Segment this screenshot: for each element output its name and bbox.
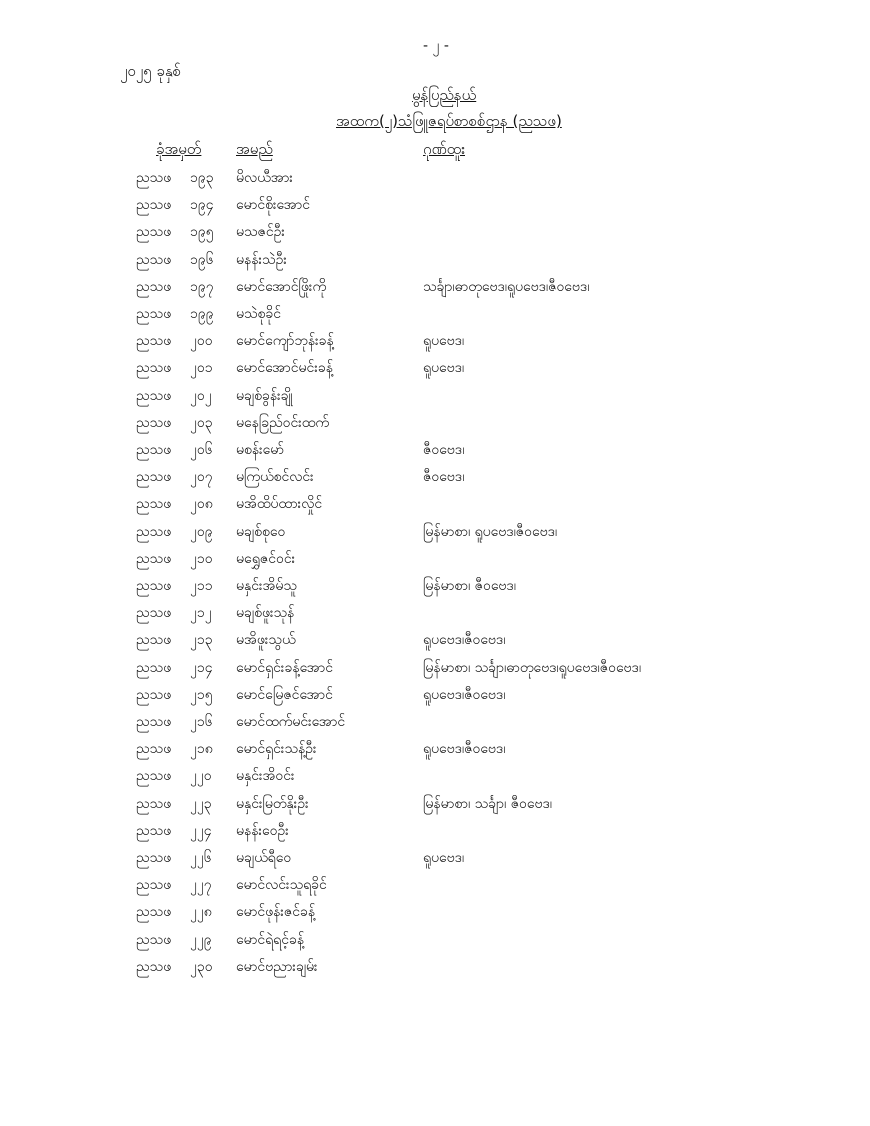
- roll-prefix: ညသဖ: [136, 931, 172, 948]
- distinction-subjects: ရူပဗေဒ၊ဇီဝဗေဒ၊: [423, 632, 506, 649]
- roll-number: ၂၀၈: [190, 496, 213, 513]
- roll-number: ၂၀၇: [190, 469, 213, 486]
- student-name: မရွှေဇင်ဝင်း: [236, 550, 296, 567]
- student-name: မချစ်ဖူးသုန်: [236, 605, 295, 622]
- roll-number: ၂၁၃: [190, 632, 213, 649]
- roll-number: ၂၁၈: [190, 741, 213, 758]
- table-row: [0, 277, 870, 299]
- table-row: [0, 358, 870, 380]
- table-row: [0, 794, 870, 816]
- roll-number: ၁၉၃: [190, 170, 214, 186]
- student-name: မကြယ်စင်လင်း: [236, 469, 314, 486]
- roll-prefix: ညသဖ: [136, 496, 172, 513]
- table-row: [0, 848, 870, 870]
- roll-prefix: ညသဖ: [136, 822, 172, 839]
- table-row: [0, 440, 870, 462]
- student-name: မနန်းဝေဦး: [236, 822, 289, 839]
- table-row: [0, 304, 870, 326]
- roll-prefix: ညသဖ: [136, 958, 172, 975]
- table-row: [0, 549, 870, 571]
- roll-number: ၂၁၆: [190, 714, 213, 730]
- exam-year: ၂၀၂၅ ခုနှစ်: [120, 62, 182, 80]
- roll-prefix: ညသဖ: [136, 224, 172, 241]
- roll-number: ၁၉၆: [190, 251, 214, 268]
- table-row: [0, 576, 870, 598]
- roll-number: ၁၉၇: [190, 278, 214, 295]
- student-name: မနှင်းအိဝင်း: [236, 768, 295, 785]
- student-name: မောင်ကျော်ဘုန်းခန့်: [236, 333, 334, 350]
- student-name: မောင်လင်းသူရခိုင်: [236, 877, 327, 894]
- student-name: မောင်ရှင်းသန့်ဦး: [236, 741, 317, 758]
- table-row: [0, 658, 870, 680]
- student-name: မသဇင်ဦး: [236, 224, 285, 241]
- roll-number: ၂၁၀: [190, 550, 213, 567]
- distinction-subjects: မြန်မာစာ၊ ဇီဝဗေဒ၊: [423, 578, 516, 594]
- student-name: မောင်ရဲရင့်ခန့်: [236, 931, 305, 948]
- roll-number: ၂၂၉: [190, 931, 212, 948]
- table-row: [0, 603, 870, 625]
- student-name: မနန်းသဲဦး: [236, 251, 287, 268]
- roll-number: ၂၀၂: [190, 387, 212, 404]
- student-name: မောင်အောင်မင်းခန့်: [236, 360, 333, 377]
- distinction-subjects: မြန်မာစာ၊ ရူပဗေဒ၊ဇီဝဗေဒ၊: [423, 523, 558, 540]
- roll-prefix: ညသဖ: [136, 850, 172, 866]
- roll-prefix: ညသဖ: [136, 469, 172, 486]
- roll-prefix: ညသဖ: [136, 387, 172, 404]
- roll-prefix: ညသဖ: [136, 306, 172, 322]
- table-row: [0, 739, 870, 761]
- student-name: မနှင်းအိမ်သူ: [236, 578, 297, 594]
- roll-prefix: ညသဖ: [136, 170, 172, 186]
- distinction-subjects: ရူပဗေဒ၊: [423, 360, 465, 377]
- student-name: မောင်ရှင်းခန့်အောင်: [236, 659, 334, 676]
- column-header-roll-no: ခုံအမှတ်: [156, 140, 202, 158]
- roll-number: ၂၂၆: [190, 850, 212, 866]
- student-name: မောင်ထက်မင်းအောင်: [236, 714, 346, 730]
- student-name: မနေခြည်ဝင်းထက်: [236, 414, 330, 431]
- roll-number: ၂၂၃: [190, 795, 212, 812]
- roll-prefix: ညသဖ: [136, 632, 172, 649]
- roll-prefix: ညသဖ: [136, 686, 172, 703]
- table-row: [0, 331, 870, 353]
- student-name: မချစ်ခွန်းချို: [236, 387, 293, 404]
- roll-prefix: ညသဖ: [136, 197, 172, 214]
- roll-prefix: ညသဖ: [136, 741, 172, 758]
- distinction-subjects: ရူပဗေဒ၊ဇီဝဗေဒ၊: [423, 686, 506, 703]
- student-name: မသဲစုခိုင်: [236, 306, 282, 322]
- table-row: [0, 630, 870, 652]
- table-row: [0, 195, 870, 217]
- roll-prefix: ညသဖ: [136, 333, 172, 350]
- roll-prefix: ညသဖ: [136, 578, 172, 594]
- table-row: [0, 250, 870, 272]
- student-name: မောင်အောင်ဖြိုးကို: [236, 278, 327, 295]
- student-name: မချယ်ရီဝေ: [236, 850, 292, 866]
- table-row: [0, 957, 870, 979]
- roll-number: ၁၉၄: [190, 197, 214, 214]
- roll-number: ၂၂၈: [190, 904, 212, 921]
- roll-number: ၂၀၆: [190, 442, 213, 458]
- table-row: [0, 522, 870, 544]
- roll-prefix: ညသဖ: [136, 659, 172, 676]
- roll-prefix: ညသဖ: [136, 605, 172, 622]
- student-name: မိလယီအား: [236, 170, 293, 186]
- roll-number: ၂၂၇: [190, 877, 212, 894]
- student-name: မောင်မြေဇင်အောင်: [236, 686, 333, 703]
- distinction-subjects: မြန်မာစာ၊ သင်္ချာ၊ဓာတုဗေဒ၊ရူပဗေဒ၊ဇီဝဗေဒ၊: [423, 659, 642, 676]
- distinction-subjects: ဇီဝဗေဒ၊: [423, 442, 465, 458]
- distinction-subjects: မြန်မာစာ၊ သင်္ချာ၊ ဇီဝဗေဒ၊: [423, 795, 552, 812]
- roll-number: ၂၃၀: [190, 958, 213, 975]
- column-header-name: အမည်: [236, 140, 273, 158]
- roll-number: ၂၁၁: [190, 578, 213, 594]
- roll-prefix: ညသဖ: [136, 550, 172, 567]
- roll-number: ၂၀၀: [190, 333, 213, 350]
- roll-number: ၁၉၅: [190, 224, 214, 241]
- table-row: [0, 222, 870, 244]
- table-row: [0, 712, 870, 734]
- distinction-subjects: ရူပဗေဒ၊: [423, 850, 465, 866]
- roll-prefix: ညသဖ: [136, 360, 172, 377]
- roll-number: ၂၂၀: [190, 768, 212, 785]
- roll-number: ၂၀၃: [190, 414, 213, 431]
- table-row: [0, 766, 870, 788]
- table-row: [0, 168, 870, 190]
- table-row: [0, 494, 870, 516]
- roll-prefix: ညသဖ: [136, 278, 172, 295]
- roll-number: ၂၁၅: [190, 686, 213, 703]
- table-row: [0, 902, 870, 924]
- student-name: မစန်းမော်: [236, 442, 285, 458]
- roll-prefix: ညသဖ: [136, 523, 172, 540]
- table-row: [0, 413, 870, 435]
- table-row: [0, 685, 870, 707]
- table-row: [0, 875, 870, 897]
- student-name: မောင်ဗညားချမ်း: [236, 958, 318, 975]
- distinction-subjects: ဇီဝဗေဒ၊: [423, 469, 465, 486]
- roll-number: ၂၁၂: [190, 605, 212, 622]
- roll-number: ၂၂၄: [190, 822, 212, 839]
- roll-prefix: ညသဖ: [136, 768, 172, 785]
- distinction-subjects: ရူပဗေဒ၊: [423, 333, 465, 350]
- column-header-distinctions: ဂုဏ်ထူး: [423, 140, 465, 158]
- page-number: - ၂ -: [423, 38, 449, 54]
- roll-prefix: ညသဖ: [136, 795, 172, 812]
- distinction-subjects: သင်္ချာ၊ဓာတုဗေဒ၊ရူပဗေဒ၊ဇီဝဗေဒ၊: [423, 278, 590, 295]
- student-name: မနှင်းမြတ်နိုးဦး: [236, 795, 309, 812]
- roll-number: ၁၉၉: [190, 306, 214, 322]
- roll-prefix: ညသဖ: [136, 877, 172, 894]
- roll-number: ၂၁၄: [190, 659, 213, 676]
- student-name: မအိဖူးသွယ်: [236, 632, 296, 649]
- page-title: မွန်ပြည်နယ်: [412, 86, 477, 104]
- table-row: [0, 386, 870, 408]
- roll-number: ၂၀၁: [190, 360, 213, 377]
- roll-prefix: ညသဖ: [136, 251, 172, 268]
- distinction-subjects: ရူပဗေဒ၊ဇီဝဗေဒ၊: [423, 741, 506, 758]
- student-name: မောင်ဖုန်းဇင်ခန့်: [236, 904, 316, 921]
- table-row: [0, 930, 870, 952]
- roll-prefix: ညသဖ: [136, 714, 172, 730]
- roll-prefix: ညသဖ: [136, 904, 172, 921]
- page-subtitle: အထက(၂)သံဖြူဇရပ်စာစစ်ဌာန (ညသဖ): [336, 112, 562, 130]
- student-name: မချစ်စုဝေ: [236, 523, 286, 540]
- table-row: [0, 821, 870, 843]
- roll-number: ၂၀၉: [190, 523, 213, 540]
- table-row: [0, 467, 870, 489]
- student-name: မောင်စိုးအောင်: [236, 197, 310, 214]
- roll-prefix: ညသဖ: [136, 414, 172, 431]
- student-name: မအိထိပ်ထားလှိုင်: [236, 496, 323, 513]
- roll-prefix: ညသဖ: [136, 442, 172, 458]
